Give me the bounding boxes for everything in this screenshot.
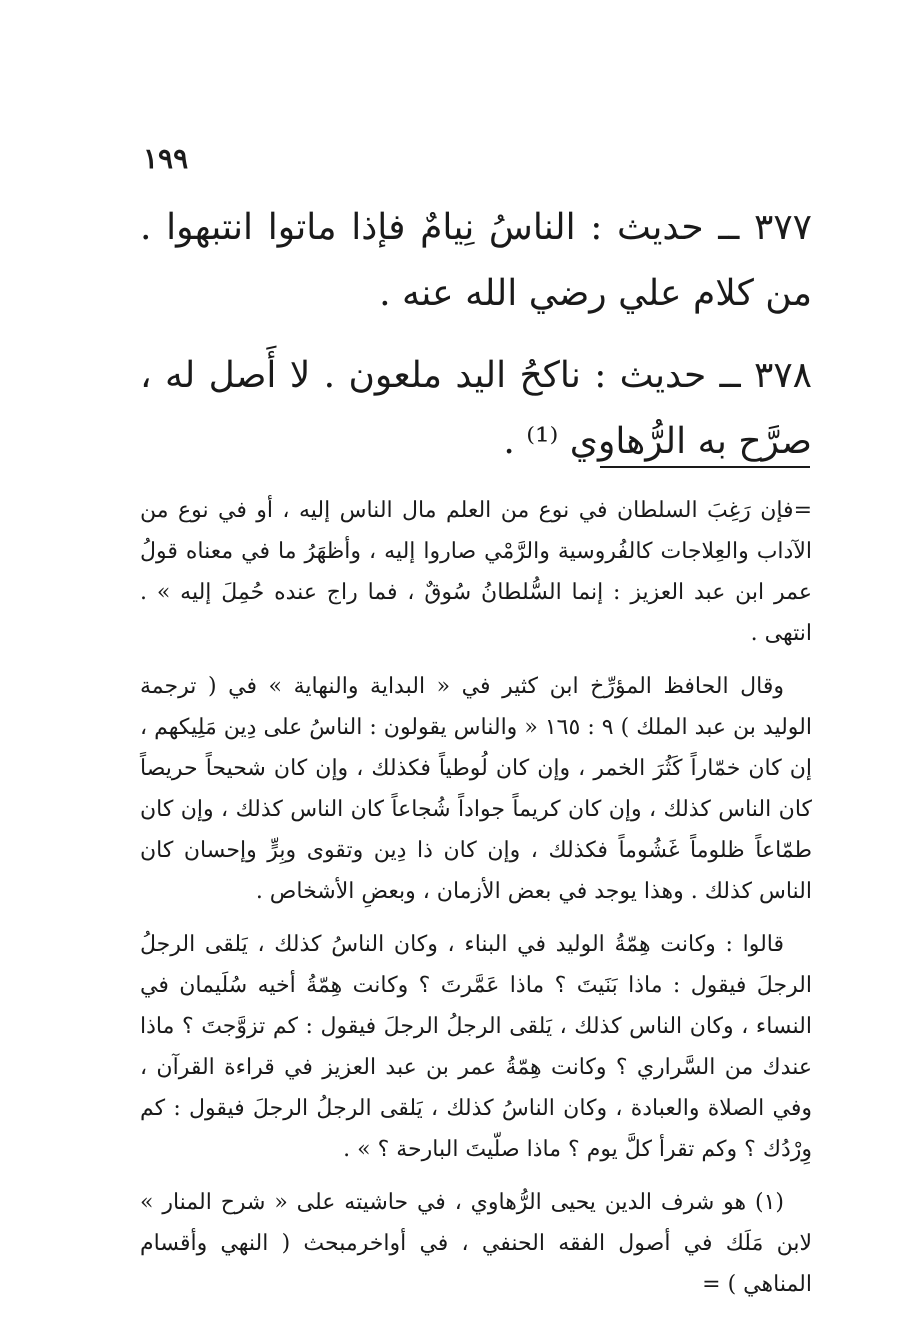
footnote-1: (١) هو شرف الدين يحيى الرُّهاوي ، في حاشيته على « شرح المنار » لابن مَلَك في أصول الفقه الحنفي ، في أواخرمبحث ( النهي وأقسام المناهي ) =	[140, 1190, 812, 1297]
footnote-paragraph-ibn-kathir: وقال الحافظ المؤرِّخ ابن كثير في « البداية والنهاية » في ( ترجمة الوليد بن عبد الملك ) ٩ : ١٦٥ « والناس يقولون : الناسُ على دِين مَلِيكهم ، إن كان خمّاراً كَثُرَ الخمر ، وإن كان لُوطياً فكذلك ، وإن كان شحيحاً حريصاً كان الناس كذلك ، وإن كان كريماً جواداً شُجاعاً كان الناس كذلك ، وإن كان طمّاعاً ظلوماً غَشُوماً فكذلك ، وإن كان ذا دِين وتقوى وبِرٍّ وإحسان كان الناس كذلك . وهذا يوجد في بعض الأزمان ، وبعضِ الأشخاص .	[140, 674, 812, 904]
footnote-separator	[600, 466, 810, 468]
footnote-continuation: =فإن رَغِبَ السلطان في نوع من العلم مال الناس إليه ، أو في نوع من الآداب والعِلاجات كالفُروسية والرَّمْي صاروا إليه ، وأظهَرُ ما في معناه قولُ عمر ابن عبد العزيز : إنما السُّلطانُ سُوقٌ ، فما راج عنده حُمِلَ إليه » . انتهى .	[140, 498, 812, 646]
footnote-paragraph-qalu: قالوا : وكانت هِمّةُ الوليد في البناء ، وكان الناسُ كذلك ، يَلقى الرجلُ الرجلَ فيقول : ماذا بَنَيتَ ؟ ماذا عَمَّرتَ ؟ وكانت هِمّةُ أخيه سُلَيمان في النساء ، وكان الناس كذلك ، يَلقى الرجلُ الرجلَ فيقول : كم تزوَّجتَ ؟ ماذا عندك من السَّراري ؟ وكانت هِمّةُ عمر بن عبد العزيز في قراءة القرآن ، وفي الصلاة والعبادة ، وكان الناسُ كذلك ، يَلقى الرجلُ الرجلَ فيقول : كم وِرْدُك ؟ وكم تقرأ كلَّ يوم ؟ ماذا صلّيتَ البارحة ؟ » .	[140, 932, 812, 1162]
footnotes	[140, 490, 812, 1317]
hadith-entries	[140, 195, 812, 491]
page-number: ١٩٩	[143, 142, 189, 175]
entry-378: ٣٧٨ ــ حديث : ناكحُ اليد ملعون . لا أَصل له ، صرَّح به الرُّهاوي ⁽¹⁾ .	[140, 355, 812, 462]
entry-377: ٣٧٧ ــ حديث : الناسُ نِيامٌ فإذا ماتوا انتبهوا . من كلام علي رضي الله عنه .	[140, 207, 812, 314]
